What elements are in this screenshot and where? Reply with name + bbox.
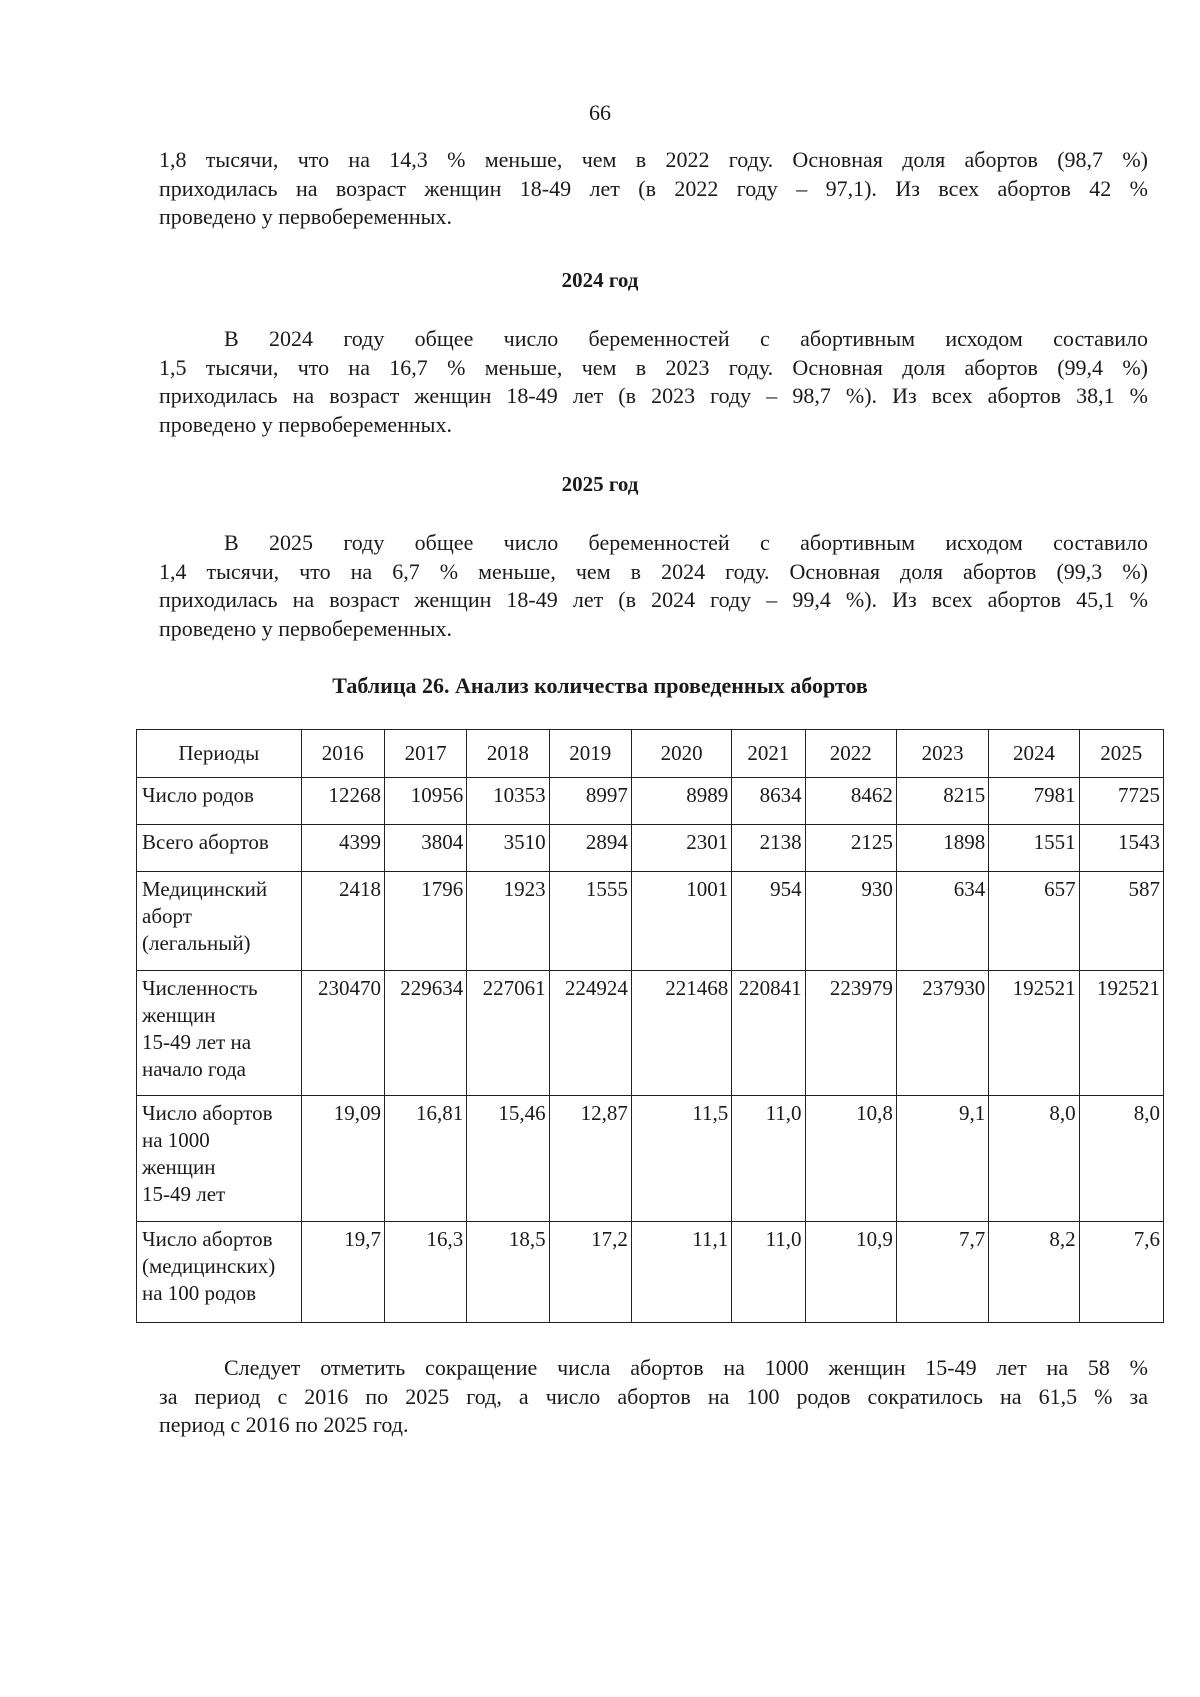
- table-cell: 1923: [467, 872, 549, 971]
- paragraph-line: приходилась на возраст женщин 18-49 лет (в 2024 году – 99,4 %). Из всех абортов 45,1 %: [159, 587, 1148, 612]
- table-row: [137, 872, 1164, 971]
- paragraph-2025: [159, 529, 1148, 643]
- column-header: 2016: [301, 730, 384, 778]
- paragraph-line: Следует отметить сокращение числа абортов на 1000 женщин 15-49 лет на 58 %: [224, 1355, 1148, 1380]
- section-heading-2024: 2024 год: [561, 268, 639, 292]
- column-header: 2018: [467, 730, 549, 778]
- table-cell: 227061: [467, 971, 549, 1096]
- table-header-row: [137, 730, 1164, 778]
- table-cell: 224924: [549, 971, 631, 1096]
- table-cell: 2138: [732, 825, 805, 872]
- paragraph-line: проведено у первобеременных.: [159, 411, 452, 437]
- table-cell: 7,6: [1079, 1222, 1163, 1323]
- paragraph-line: за период с 2016 по 2025 год, а число абортов на 100 родов сократилось на 61,5 % за: [159, 1383, 1148, 1409]
- table-cell: 10956: [384, 778, 466, 825]
- table-cell: 16,3: [384, 1222, 466, 1323]
- column-header: 2021: [732, 730, 805, 778]
- table-cell: 19,7: [301, 1222, 384, 1323]
- table-cell: 7981: [989, 778, 1079, 825]
- table-cell: 8215: [896, 778, 988, 825]
- paragraph-line: проведено у первобеременных.: [159, 615, 452, 641]
- table-cell: 221468: [631, 971, 731, 1096]
- table-cell: 634: [896, 872, 988, 971]
- table-cell: 220841: [732, 971, 805, 1096]
- table-row: [137, 971, 1164, 1096]
- table-cell: 19,09: [301, 1096, 384, 1222]
- table-cell: 192521: [989, 971, 1079, 1096]
- table-cell: 12268: [301, 778, 384, 825]
- paragraph-line: проведено у первобеременных.: [159, 204, 452, 229]
- column-header: 2025: [1079, 730, 1163, 778]
- paragraph-line: приходилась на возраст женщин 18-49 лет (в 2023 году – 98,7 %). Из всех абортов 38,1 %: [159, 383, 1148, 408]
- table-cell: 16,81: [384, 1096, 466, 1222]
- row-label: Всего абортов: [137, 825, 302, 872]
- table-cell: 8,0: [989, 1096, 1079, 1222]
- table-row: [137, 778, 1164, 825]
- table-row: [137, 825, 1164, 872]
- table-cell: 4399: [301, 825, 384, 872]
- table-cell: 930: [805, 872, 896, 971]
- row-label: Медицинский аборт (легальный): [137, 872, 302, 971]
- table-cell: 11,5: [631, 1096, 731, 1222]
- column-header: 2024: [989, 730, 1079, 778]
- table-cell: 15,46: [467, 1096, 549, 1222]
- table-row: [137, 1222, 1164, 1323]
- column-header: Периоды: [137, 730, 302, 778]
- table-cell: 192521: [1079, 971, 1163, 1096]
- table-cell: 657: [989, 872, 1079, 971]
- table-cell: 1555: [549, 872, 631, 971]
- table-cell: 10353: [467, 778, 549, 825]
- table-cell: 11,0: [732, 1096, 805, 1222]
- paragraph-line: период с 2016 по 2025 год.: [159, 1412, 409, 1437]
- table-cell: 230470: [301, 971, 384, 1096]
- table-cell: 7,7: [896, 1222, 988, 1323]
- paragraph-line: В 2025 году общее число беременностей с абортивным исходом составило: [224, 530, 1148, 555]
- table-cell: 1001: [631, 872, 731, 971]
- table-cell: 10,9: [805, 1222, 896, 1323]
- table-cell: 1543: [1079, 825, 1163, 872]
- abortion-analysis-table: [136, 729, 1164, 1323]
- section-heading-2025: 2025 год: [561, 472, 639, 496]
- paragraph-line: В 2024 году общее число беременностей с абортивным исходом составило: [224, 326, 1148, 351]
- table-cell: 11,1: [631, 1222, 731, 1323]
- table-cell: 18,5: [467, 1222, 549, 1323]
- table-cell: 12,87: [549, 1096, 631, 1222]
- table-caption: Таблица 26. Анализ количества проведенных абортов: [332, 673, 868, 698]
- table-cell: 3510: [467, 825, 549, 872]
- paragraph-line: 1,4 тысячи, что на 6,7 % меньше, чем в 2024 году. Основная доля абортов (99,3 %): [159, 558, 1148, 584]
- intro-paragraph: [159, 146, 1148, 232]
- table-cell: 1796: [384, 872, 466, 971]
- table-cell: 229634: [384, 971, 466, 1096]
- paragraph-line: 1,5 тысячи, что на 16,7 % меньше, чем в 2023 году. Основная доля абортов (99,4 %): [159, 354, 1148, 380]
- column-header: 2019: [549, 730, 631, 778]
- page-number: 66: [589, 100, 611, 125]
- table-cell: 2125: [805, 825, 896, 872]
- table-row: [137, 1096, 1164, 1222]
- table-cell: 3804: [384, 825, 466, 872]
- paragraph-2024: [159, 325, 1148, 439]
- table-cell: 8989: [631, 778, 731, 825]
- paragraph-line: 1,8 тысячи, что на 14,3 % меньше, чем в 2022 году. Основная доля абортов (98,7 %): [159, 147, 1148, 172]
- table-cell: 2894: [549, 825, 631, 872]
- table-cell: 11,0: [732, 1222, 805, 1323]
- column-header: 2020: [631, 730, 731, 778]
- table-cell: 9,1: [896, 1096, 988, 1222]
- row-label: Число родов: [137, 778, 302, 825]
- table-cell: 1551: [989, 825, 1079, 872]
- table-cell: 8462: [805, 778, 896, 825]
- table-cell: 954: [732, 872, 805, 971]
- table-cell: 10,8: [805, 1096, 896, 1222]
- row-label: Число абортов на 1000 женщин 15-49 лет: [137, 1096, 302, 1222]
- table-cell: 8,0: [1079, 1096, 1163, 1222]
- conclusion-paragraph: [159, 1354, 1148, 1440]
- table-cell: 8634: [732, 778, 805, 825]
- column-header: 2017: [384, 730, 466, 778]
- row-label: Число абортов (медицинских) на 100 родов: [137, 1222, 302, 1323]
- table-cell: 237930: [896, 971, 988, 1096]
- table-cell: 2301: [631, 825, 731, 872]
- table-cell: 7725: [1079, 778, 1163, 825]
- column-header: 2022: [805, 730, 896, 778]
- column-header: 2023: [896, 730, 988, 778]
- paragraph-line: приходилась на возраст женщин 18-49 лет (в 2022 году – 97,1). Из всех абортов 42 %: [159, 175, 1148, 201]
- table-cell: 2418: [301, 872, 384, 971]
- table-cell: 223979: [805, 971, 896, 1096]
- table-cell: 8997: [549, 778, 631, 825]
- table-cell: 587: [1079, 872, 1163, 971]
- table-cell: 1898: [896, 825, 988, 872]
- row-label: Численность женщин 15-49 лет на начало года: [137, 971, 302, 1096]
- table-cell: 17,2: [549, 1222, 631, 1323]
- table-cell: 8,2: [989, 1222, 1079, 1323]
